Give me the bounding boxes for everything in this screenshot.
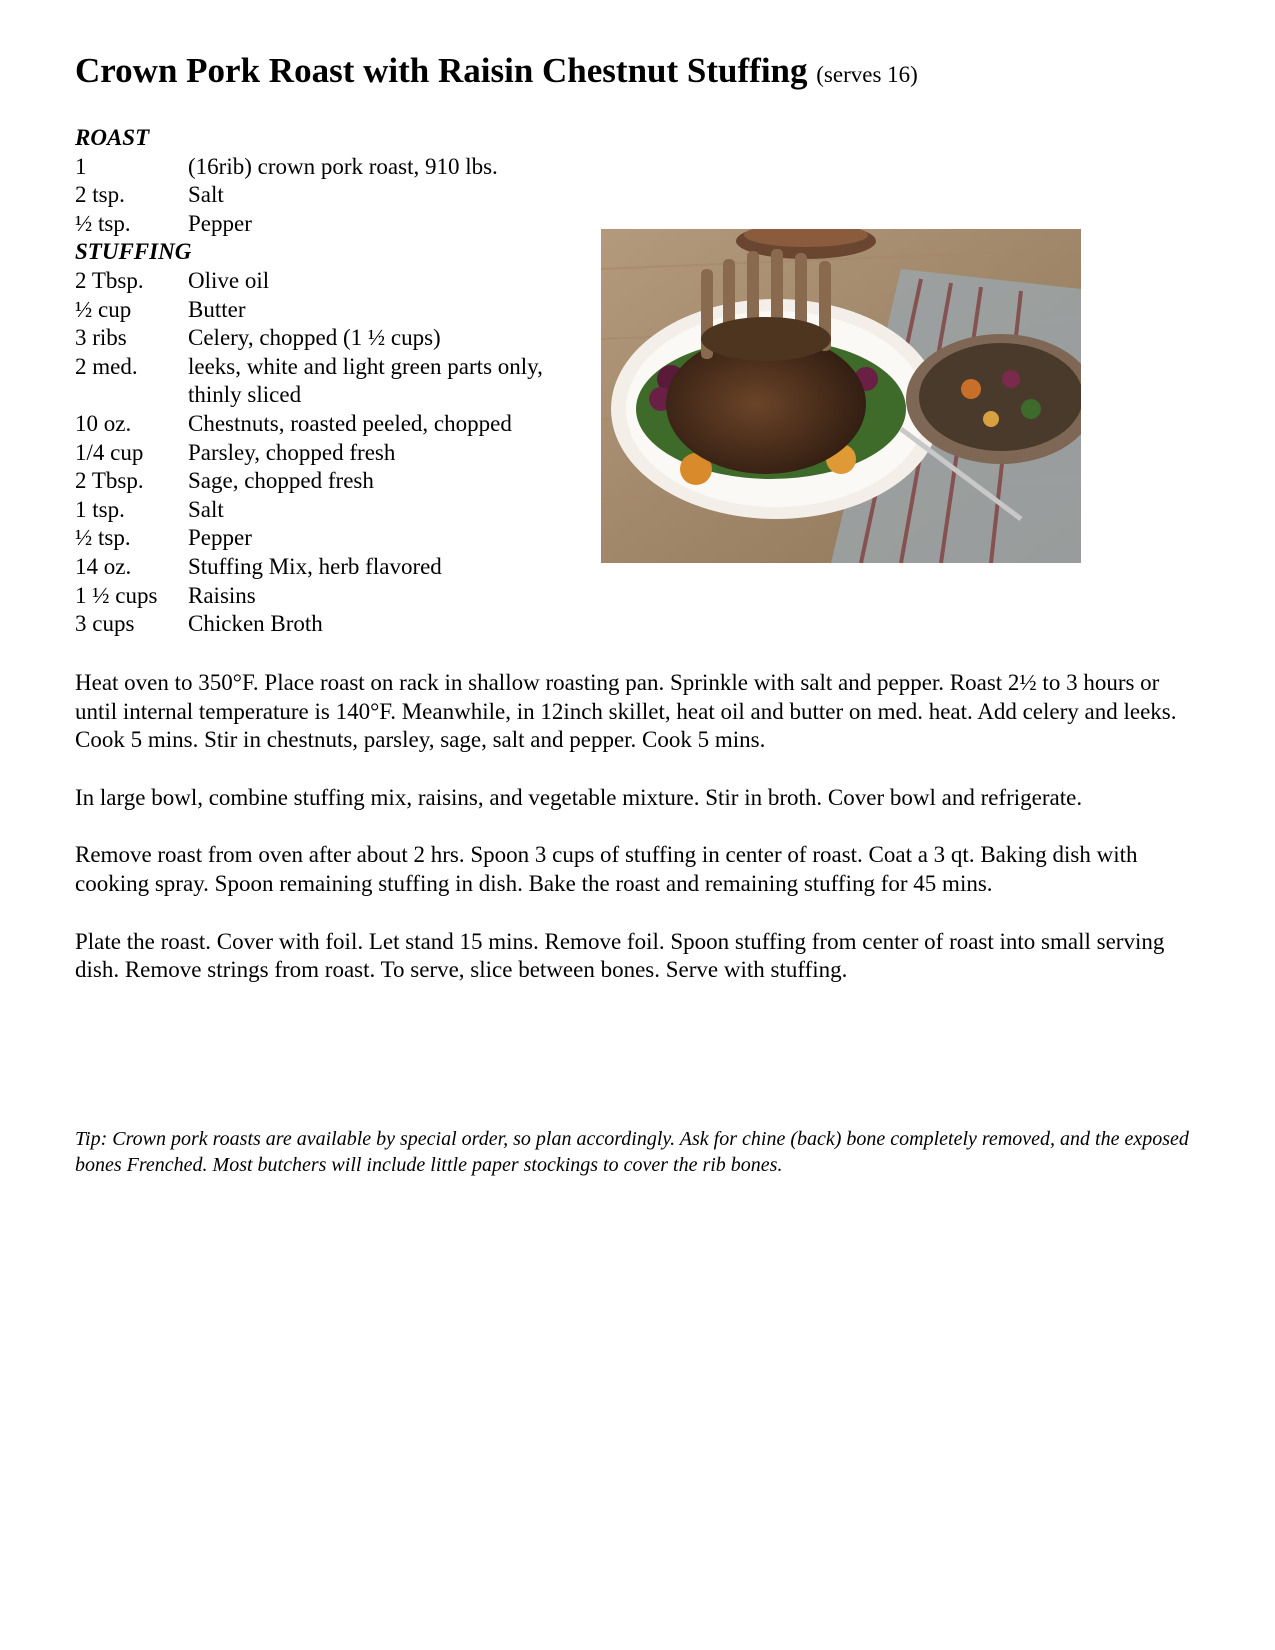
ingredient-item: Stuffing Mix, herb flavored [188, 553, 442, 579]
ingredient-row [75, 553, 595, 582]
tip-note: Tip: Crown pork roasts are available by special order, so plan accordingly. Ask for chine (back) bone completely removed, and the exposed bones Frenched. Most butchers will include little paper stockings to cover the rib bones. [75, 1128, 1189, 1176]
ingredient-item: (16rib) crown pork roast, 910 lbs. [188, 153, 498, 179]
ingredient-item: Olive oil [188, 267, 270, 293]
ingredient-qty: ½ tsp. [75, 525, 131, 551]
ingredient-qty: 14 oz. [75, 553, 132, 579]
ingredient-row [75, 524, 595, 553]
ingredient-row [75, 353, 595, 410]
ingredient-item: Pepper [188, 210, 252, 236]
ingredient-row [75, 324, 595, 353]
ingredient-qty: 2 Tbsp. [75, 267, 144, 293]
ingredient-row [75, 153, 595, 182]
direction-paragraph: Heat oven to 350°F. Place roast on rack in shallow roasting pan. Sprinkle with salt and pepper. Roast 2½ to 3 hours or until internal temperature is 140°F. Meanwhile, in 12inch skillet, heat oil and butter on med. heat. Add celery and leeks. Cook 5 mins. Stir in chestnuts, parsley, sage, salt and pepper. Cook 5 mins. [75, 670, 1177, 753]
roast-photo [601, 229, 1081, 563]
direction-paragraph: Remove roast from oven after about 2 hrs. Spoon 3 cups of stuffing in center of roast. Coat a 3 qt. Baking dish with cooking spray. Spoon remaining stuffing in dish. Bake the roast and remaining stuffing for 45 mins. [75, 842, 1138, 896]
recipe-title [75, 50, 1195, 92]
roast-heading: ROAST [75, 125, 150, 150]
ingredient-row [75, 467, 595, 496]
ingredient-item: Chicken Broth [188, 611, 323, 637]
ingredient-qty: 10 oz. [75, 410, 132, 436]
ingredient-qty: 1/4 cup [75, 439, 144, 465]
ingredient-qty: 3 cups [75, 611, 135, 637]
directions [75, 669, 1195, 1014]
ingredient-item: leeks, white and light green parts only, thinly sliced [188, 353, 543, 408]
ingredient-row [75, 582, 595, 611]
ingredient-row [75, 181, 595, 210]
ingredients-list [75, 124, 595, 639]
ingredient-qty: 2 tsp. [75, 182, 125, 208]
ingredient-row [75, 496, 595, 525]
direction-paragraph: Plate the roast. Cover with foil. Let stand 15 mins. Remove foil. Spoon stuffing from center of roast into small serving dish. Remove strings from roast. To serve, slice between bones. Serve with stuffing. [75, 928, 1165, 983]
serves-note: (serves 16) [816, 62, 918, 87]
ingredient-row [75, 210, 595, 239]
ingredient-item: Celery, chopped (1 ½ cups) [188, 325, 441, 351]
ingredient-qty: 2 med. [75, 353, 138, 379]
ingredient-qty: 1 [75, 153, 87, 179]
ingredient-row [75, 410, 595, 439]
ingredient-item: Chestnuts, roasted peeled, chopped [188, 410, 512, 436]
ingredient-item: Parsley, chopped fresh [188, 439, 396, 465]
ingredient-row [75, 610, 595, 639]
ingredient-item: Sage, chopped fresh [188, 468, 374, 494]
ingredient-qty: ½ cup [75, 296, 132, 322]
direction-paragraph: In large bowl, combine stuffing mix, raisins, and vegetable mixture. Stir in broth. Cover bowl and refrigerate. [75, 784, 1083, 810]
ingredient-item: Salt [188, 496, 224, 522]
ingredient-item: Raisins [188, 582, 256, 608]
ingredient-row [75, 296, 595, 325]
ingredient-row [75, 439, 595, 468]
ingredient-qty: 1 tsp. [75, 496, 125, 522]
ingredient-item: Pepper [188, 525, 252, 551]
ingredient-qty: ½ tsp. [75, 210, 131, 236]
ingredient-qty: 3 ribs [75, 325, 127, 351]
ingredient-qty: 2 Tbsp. [75, 468, 144, 494]
ingredient-row [75, 267, 595, 296]
ingredient-item: Salt [188, 182, 224, 208]
recipe-name: Crown Pork Roast with Raisin Chestnut Stuffing [75, 51, 808, 90]
ingredient-item: Butter [188, 296, 246, 322]
stuffing-heading: STUFFING [75, 239, 192, 265]
ingredient-qty: 1 ½ cups [75, 582, 158, 608]
